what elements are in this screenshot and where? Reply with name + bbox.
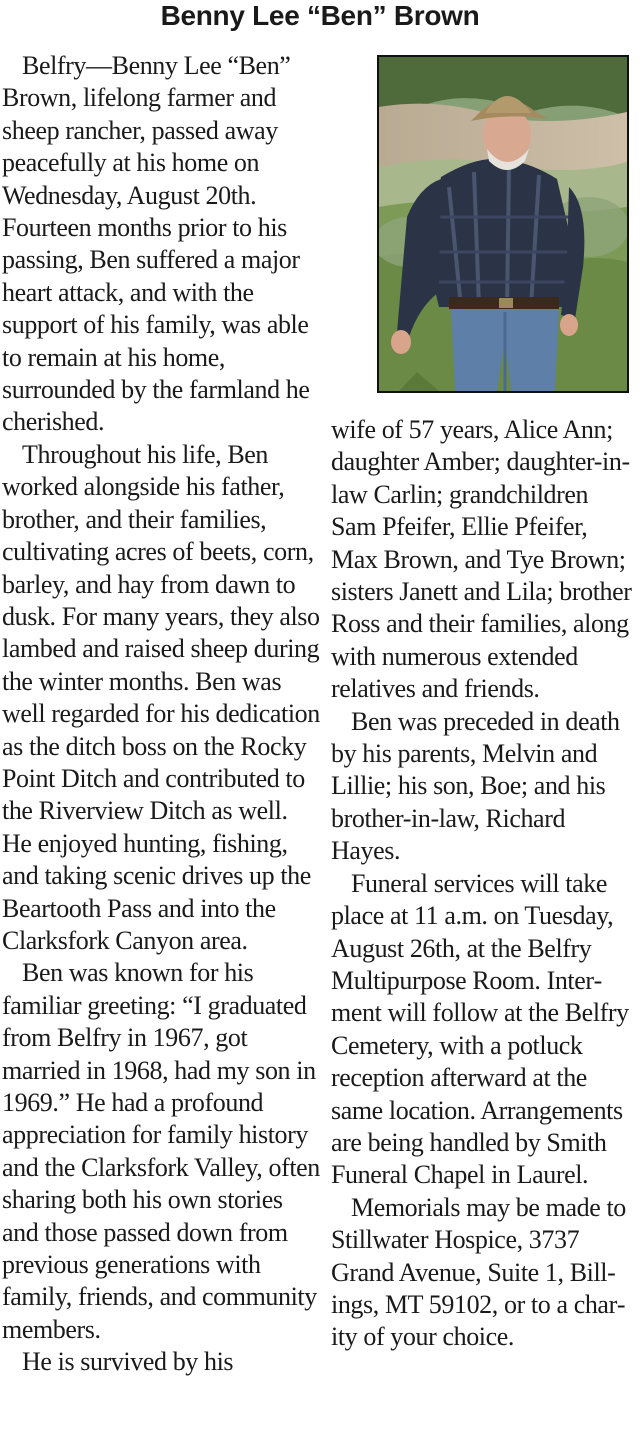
paragraph-survived-cont: wife of 57 years, Alice Ann; daughter Amber; daughter-in-law Carlin; grandchildren Sam Pfeifer, Ellie Pfeifer, Max Brown, and Tye Brown; sisters Janett and Lila; brother Ross and their families, along with numerous extended relatives and friends. bbox=[331, 415, 632, 704]
paragraph-services: Funeral services will take place at 11 a.m. on Tuesday, August 26th, at the Belfry Multipurpose Room. Interment will follow at the Belfry Cemetery, with a potluck reception afterward at the same location. Arrangements are being handled by Smith Funeral Chapel in Laurel. bbox=[331, 868, 629, 1190]
paragraph-preceded: Ben was preceded in death by his parents, Melvin and Lillie; his son, Boe; and his brother-in-law, Richard Hayes. bbox=[331, 706, 620, 866]
paragraph-life: Throughout his life, Ben worked alongside his father, brother, and their families, cultivating acres of beets, corn, barley, and hay from dawn to dusk. For many years, they also lambed and raised sheep during the winter months. Ben was well regarded for his dedication as the ditch boss on the Rocky Point Ditch and contributed to the Riverview Ditch as well. He enjoyed hunting, fishing, and taking scenic drives up the Beartooth Pass and into the Clarksfork Canyon area. bbox=[2, 439, 320, 955]
portrait-photo bbox=[377, 55, 629, 393]
paragraph-greeting: Ben was known for his familiar greeting: “I graduated from Belfry in 1967, got married in 1968, had my son in 1969.” He had a profound appreciation for family history and the Clarksfork Valley, often sharing both his own stories and those passed down from previous generations with family, friends, and community members. bbox=[2, 958, 320, 1344]
paragraph-intro: Belfry—Benny Lee “Ben” Brown, lifelong farmer and sheep rancher, passed away peacefully at his home on Wednesday, August 20th. Fourteen months prior to his passing, Ben suffered a major heart attack, and with the support of his family, was able to remain at his home, surrounded by the farmland he cherished. bbox=[2, 51, 310, 437]
photo-illustration bbox=[379, 57, 627, 391]
paragraph-memorials: Memorials may be made to Stillwater Hospice, 3737 Grand Avenue, Suite 1, Billings, MT 59102, or to a charity of your choice. bbox=[331, 1192, 626, 1352]
left-column bbox=[2, 50, 320, 1379]
obituary-title: Benny Lee “Ben” Brown bbox=[160, 0, 480, 31]
paragraph-survived-start: He is survived by his bbox=[22, 1347, 234, 1377]
right-column bbox=[331, 414, 637, 1354]
